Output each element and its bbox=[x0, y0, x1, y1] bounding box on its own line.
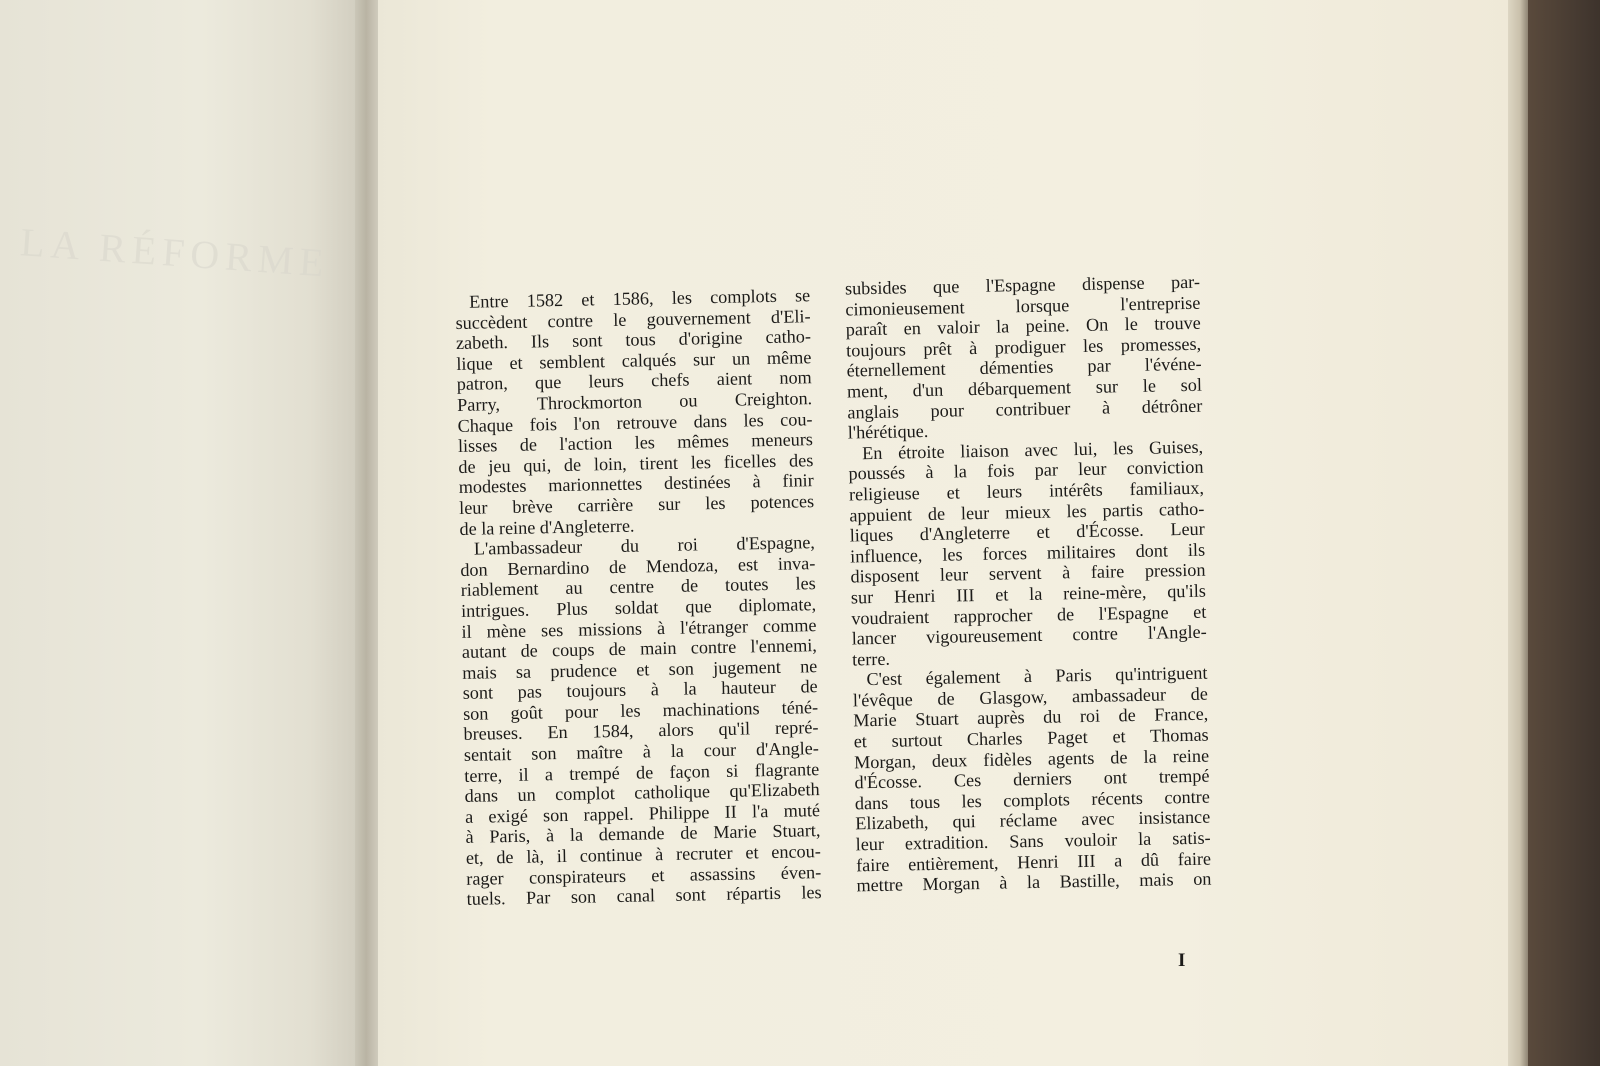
text-line: influence, les forces militaires dont ils bbox=[849, 539, 1206, 567]
text-line: L'ambassadeur du roi d'Espagne, bbox=[473, 532, 816, 559]
text-line: rager conspirateurs et assassins éven- bbox=[466, 861, 822, 889]
text-line: lisses de l'action les mêmes meneurs bbox=[457, 429, 814, 457]
text-line: zabeth. Ils sont tous d'origine catho- bbox=[455, 326, 812, 354]
text-line: religieuse et leurs intérêts familiaux, bbox=[848, 477, 1205, 505]
text-line: appuient de leur mieux les partis catho- bbox=[849, 498, 1205, 525]
text-line: leur extradition. Sans vouloir la satis- bbox=[855, 827, 1211, 855]
text-line: ment, d'un débarquement sur le sol bbox=[846, 374, 1203, 402]
text-line: modestes marionnettes destinées à finir bbox=[458, 470, 814, 498]
text-line: dans tous les complots récents contre bbox=[854, 786, 1211, 814]
text-line: d'Écosse. Ces derniers ont trempé bbox=[854, 765, 1210, 793]
text-line: de la reine d'Angleterre. bbox=[459, 515, 635, 539]
text-line: patron, que leurs chefs aient nom bbox=[456, 367, 812, 395]
text-line: a exigé son rappel. Philippe II l'a muté bbox=[464, 799, 821, 827]
text-line: riablement au centre de toutes les bbox=[460, 573, 816, 601]
text-line: mettre Morgan à la Bastille, mais on bbox=[856, 868, 1212, 896]
text-column-left bbox=[455, 285, 822, 910]
text-line: anglais pour contribuer à détrôner bbox=[847, 395, 1203, 423]
text-line: Parry, Throckmorton ou Creighton. bbox=[456, 388, 813, 415]
show-through-text: LA RÉFORME bbox=[18, 219, 332, 286]
text-line: sur Henri III et la reine-mère, qu'ils bbox=[850, 580, 1207, 608]
text-line: et surtout Charles Paget et Thomas bbox=[853, 724, 1209, 752]
text-line: il mène ses missions à l'étranger comme bbox=[461, 614, 817, 642]
left-page bbox=[0, 0, 365, 1066]
text-line: sentait son maître à la cour d'Angle- bbox=[463, 738, 820, 765]
text-line: cimonieusement lorsque l'entreprise bbox=[845, 292, 1201, 320]
text-line: mais sa prudence et son jugement ne bbox=[462, 655, 818, 683]
table-background bbox=[1528, 0, 1600, 1066]
text-line: breuses. En 1584, alors qu'il repré- bbox=[463, 717, 819, 745]
text-line: dans un complot catholique qu'Elizabeth bbox=[464, 779, 820, 807]
text-line: à Paris, à la demande de Marie Stuart, bbox=[465, 820, 821, 848]
text-line: autant de coups de main contre l'ennemi, bbox=[461, 635, 818, 663]
text-line: Chaque fois l'on retrouve dans les cou- bbox=[457, 408, 813, 436]
text-line: succèdent contre le gouvernement d'Eli- bbox=[455, 305, 811, 333]
text-line: C'est également à Paris qu'intriguent bbox=[866, 662, 1208, 690]
text-line: éternellement démenties par l'événe- bbox=[846, 354, 1202, 381]
text-line: liques d'Angleterre et d'Écosse. Leur bbox=[849, 518, 1205, 546]
text-line: l'évêque de Glasgow, ambassadeur de bbox=[852, 683, 1209, 711]
text-line: faire entièrement, Henri III a dû faire bbox=[855, 848, 1212, 876]
text-line: de jeu qui, de loin, tirent les ficelles des bbox=[458, 449, 814, 477]
text-line: toujours prêt à prodiguer les promesses, bbox=[845, 333, 1202, 361]
page-number: I bbox=[1178, 950, 1186, 971]
text-line: Entre 1582 et 1586, les complots se bbox=[468, 285, 811, 312]
text-line: terre, il a trempé de façon si flagrante bbox=[464, 758, 820, 786]
text-line: et, de là, il continue à recruter et encou- bbox=[465, 841, 821, 868]
text-line: terre. bbox=[851, 648, 891, 670]
text-line: subsides que l'Espagne dispense par- bbox=[844, 271, 1201, 299]
text-line: son goût pour les machinations téné- bbox=[462, 696, 819, 724]
text-line: paraît en valoir la peine. On le trouve bbox=[845, 312, 1201, 340]
text-line: intrigues. Plus soldat que diplomate, bbox=[460, 594, 817, 621]
text-line: Elizabeth, qui réclame avec insistance bbox=[855, 807, 1211, 834]
text-line: sont pas toujours à la hauteur de bbox=[462, 676, 818, 704]
text-line: poussés à la fois par leur conviction bbox=[848, 457, 1204, 484]
text-line: l'hérétique. bbox=[847, 421, 929, 443]
text-line: voudraient rapprocher de l'Espagne et bbox=[851, 601, 1207, 628]
text-line: En étroite liaison avec lui, les Guises, bbox=[861, 436, 1204, 463]
text-line: leur brève carrière sur les potences bbox=[458, 491, 815, 518]
text-line: tuels. Par son canal sont répartis les bbox=[466, 882, 822, 910]
text-line: Morgan, deux fidèles agents de la reine bbox=[853, 745, 1210, 773]
text-line: don Bernardino de Mendoza, est inva- bbox=[460, 552, 816, 580]
text-column-right bbox=[845, 272, 1212, 897]
page-edge bbox=[1508, 0, 1528, 1066]
text-line: Marie Stuart auprès du roi de France, bbox=[853, 704, 1209, 731]
text-line: lancer vigoureusement contre l'Angle- bbox=[851, 621, 1207, 649]
text-line: disposent leur servent à faire pression bbox=[850, 559, 1206, 587]
text-line: lique et semblent calqués sur un même bbox=[456, 346, 812, 374]
